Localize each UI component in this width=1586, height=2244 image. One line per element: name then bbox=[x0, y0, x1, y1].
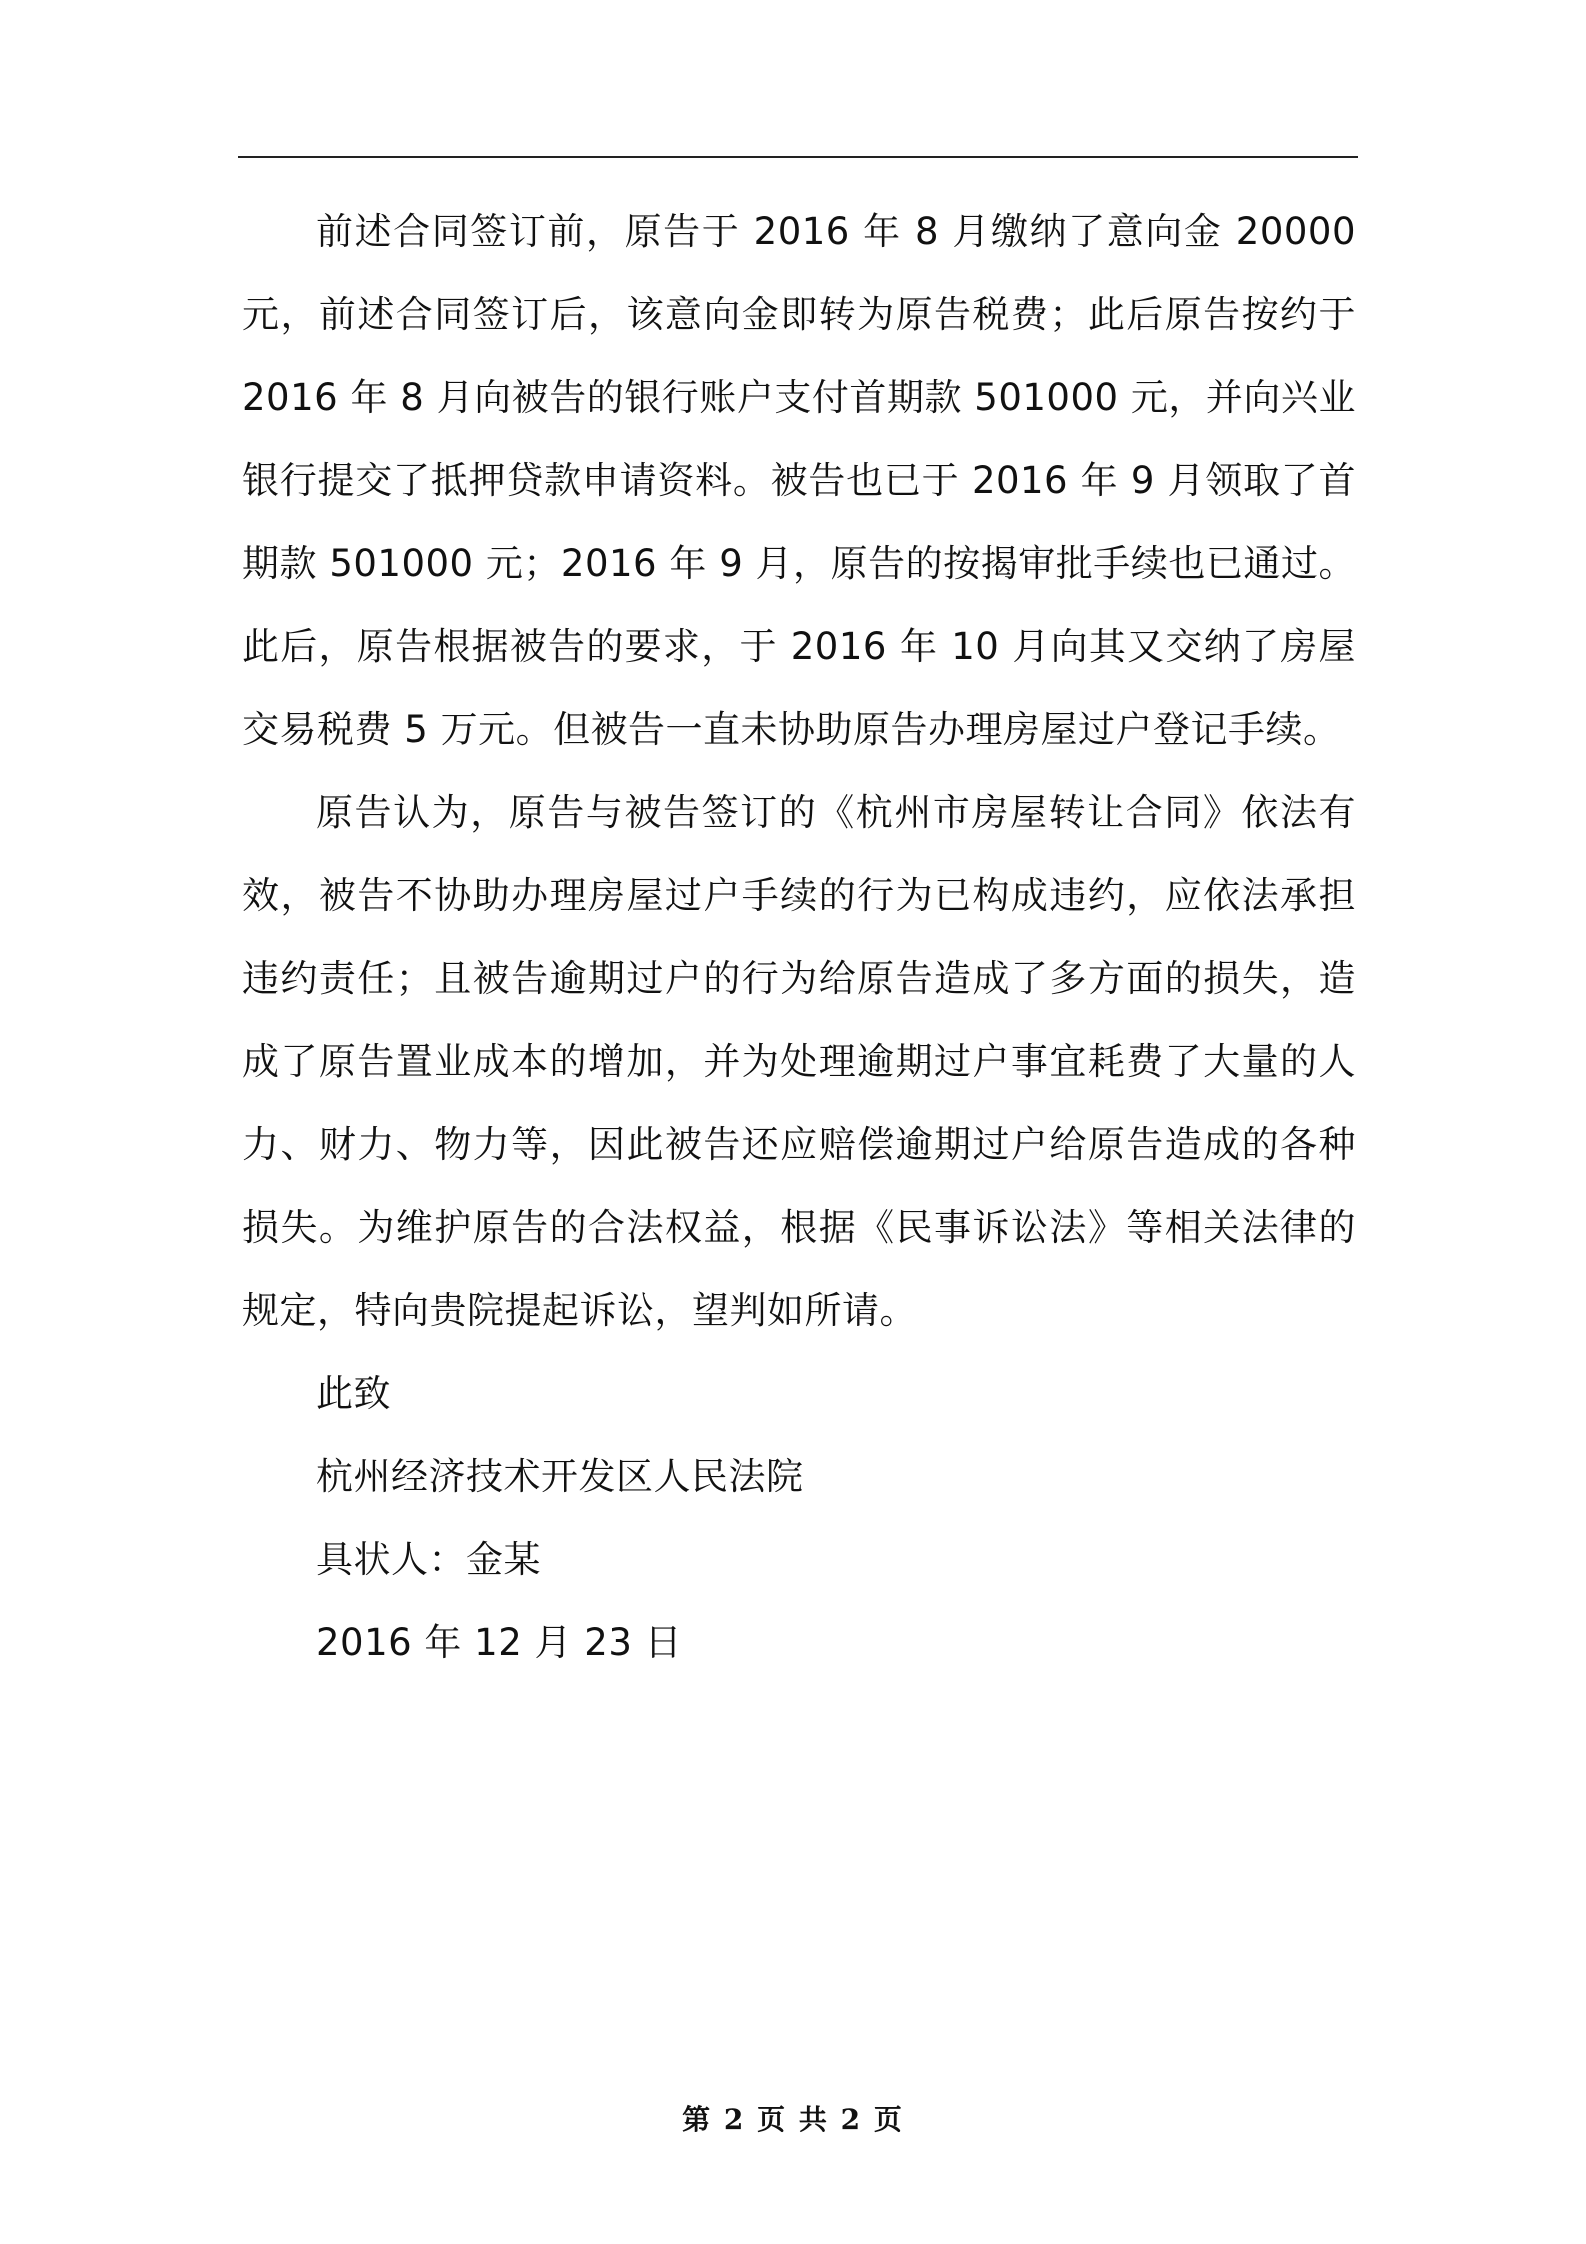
document-body bbox=[242, 190, 1356, 1684]
paragraph-claim: 原告认为，原告与被告签订的《杭州市房屋转让合同》依法有效，被告不协助办理房屋过户手续的行为已构成违约，应依法承担违约责任；且被告逾期过户的行为给原告造成了多方面的损失，造成了原告置业成本的增加，并为处理逾期过户事宜耗费了大量的人力、财力、物力等，因此被告还应赔偿逾期过户给原告造成的各种损失。为维护原告的合法权益，根据《民事诉讼法》等相关法律的规定，特向贵院提起诉讼，望判如所请。 bbox=[242, 791, 1356, 1332]
closing-block bbox=[242, 1352, 1356, 1684]
court-name: 杭州经济技术开发区人民法院 bbox=[316, 1455, 804, 1498]
header-divider bbox=[238, 156, 1358, 158]
salutation: 此致 bbox=[316, 1372, 391, 1415]
paragraph-payment-history: 前述合同签订前，原告于 2016 年 8 月缴纳了意向金 20000 元，前述合同签订后，该意向金即转为原告税费；此后原告按约于 2016 年 8 月向被告的银行账户支付首期款 501000 元，并向兴业银行提交了抵押贷款申请资料。被告也已于 2016 年 9 月领取了首期款 501000 元；2016 年 9 月，原告的按揭审批手续也已通过。此后，原告根据被告的要求，于 2016 年 10 月向其又交纳了房屋交易税费 5 万元。但被告一直未协助原告办理房屋过户登记手续。 bbox=[242, 210, 1356, 751]
page-number-footer: 第 2 页 共 2 页 bbox=[682, 2103, 904, 2136]
document-date: 2016 年 12 月 23 日 bbox=[316, 1621, 683, 1664]
signer: 具状人：金某 bbox=[316, 1538, 541, 1581]
